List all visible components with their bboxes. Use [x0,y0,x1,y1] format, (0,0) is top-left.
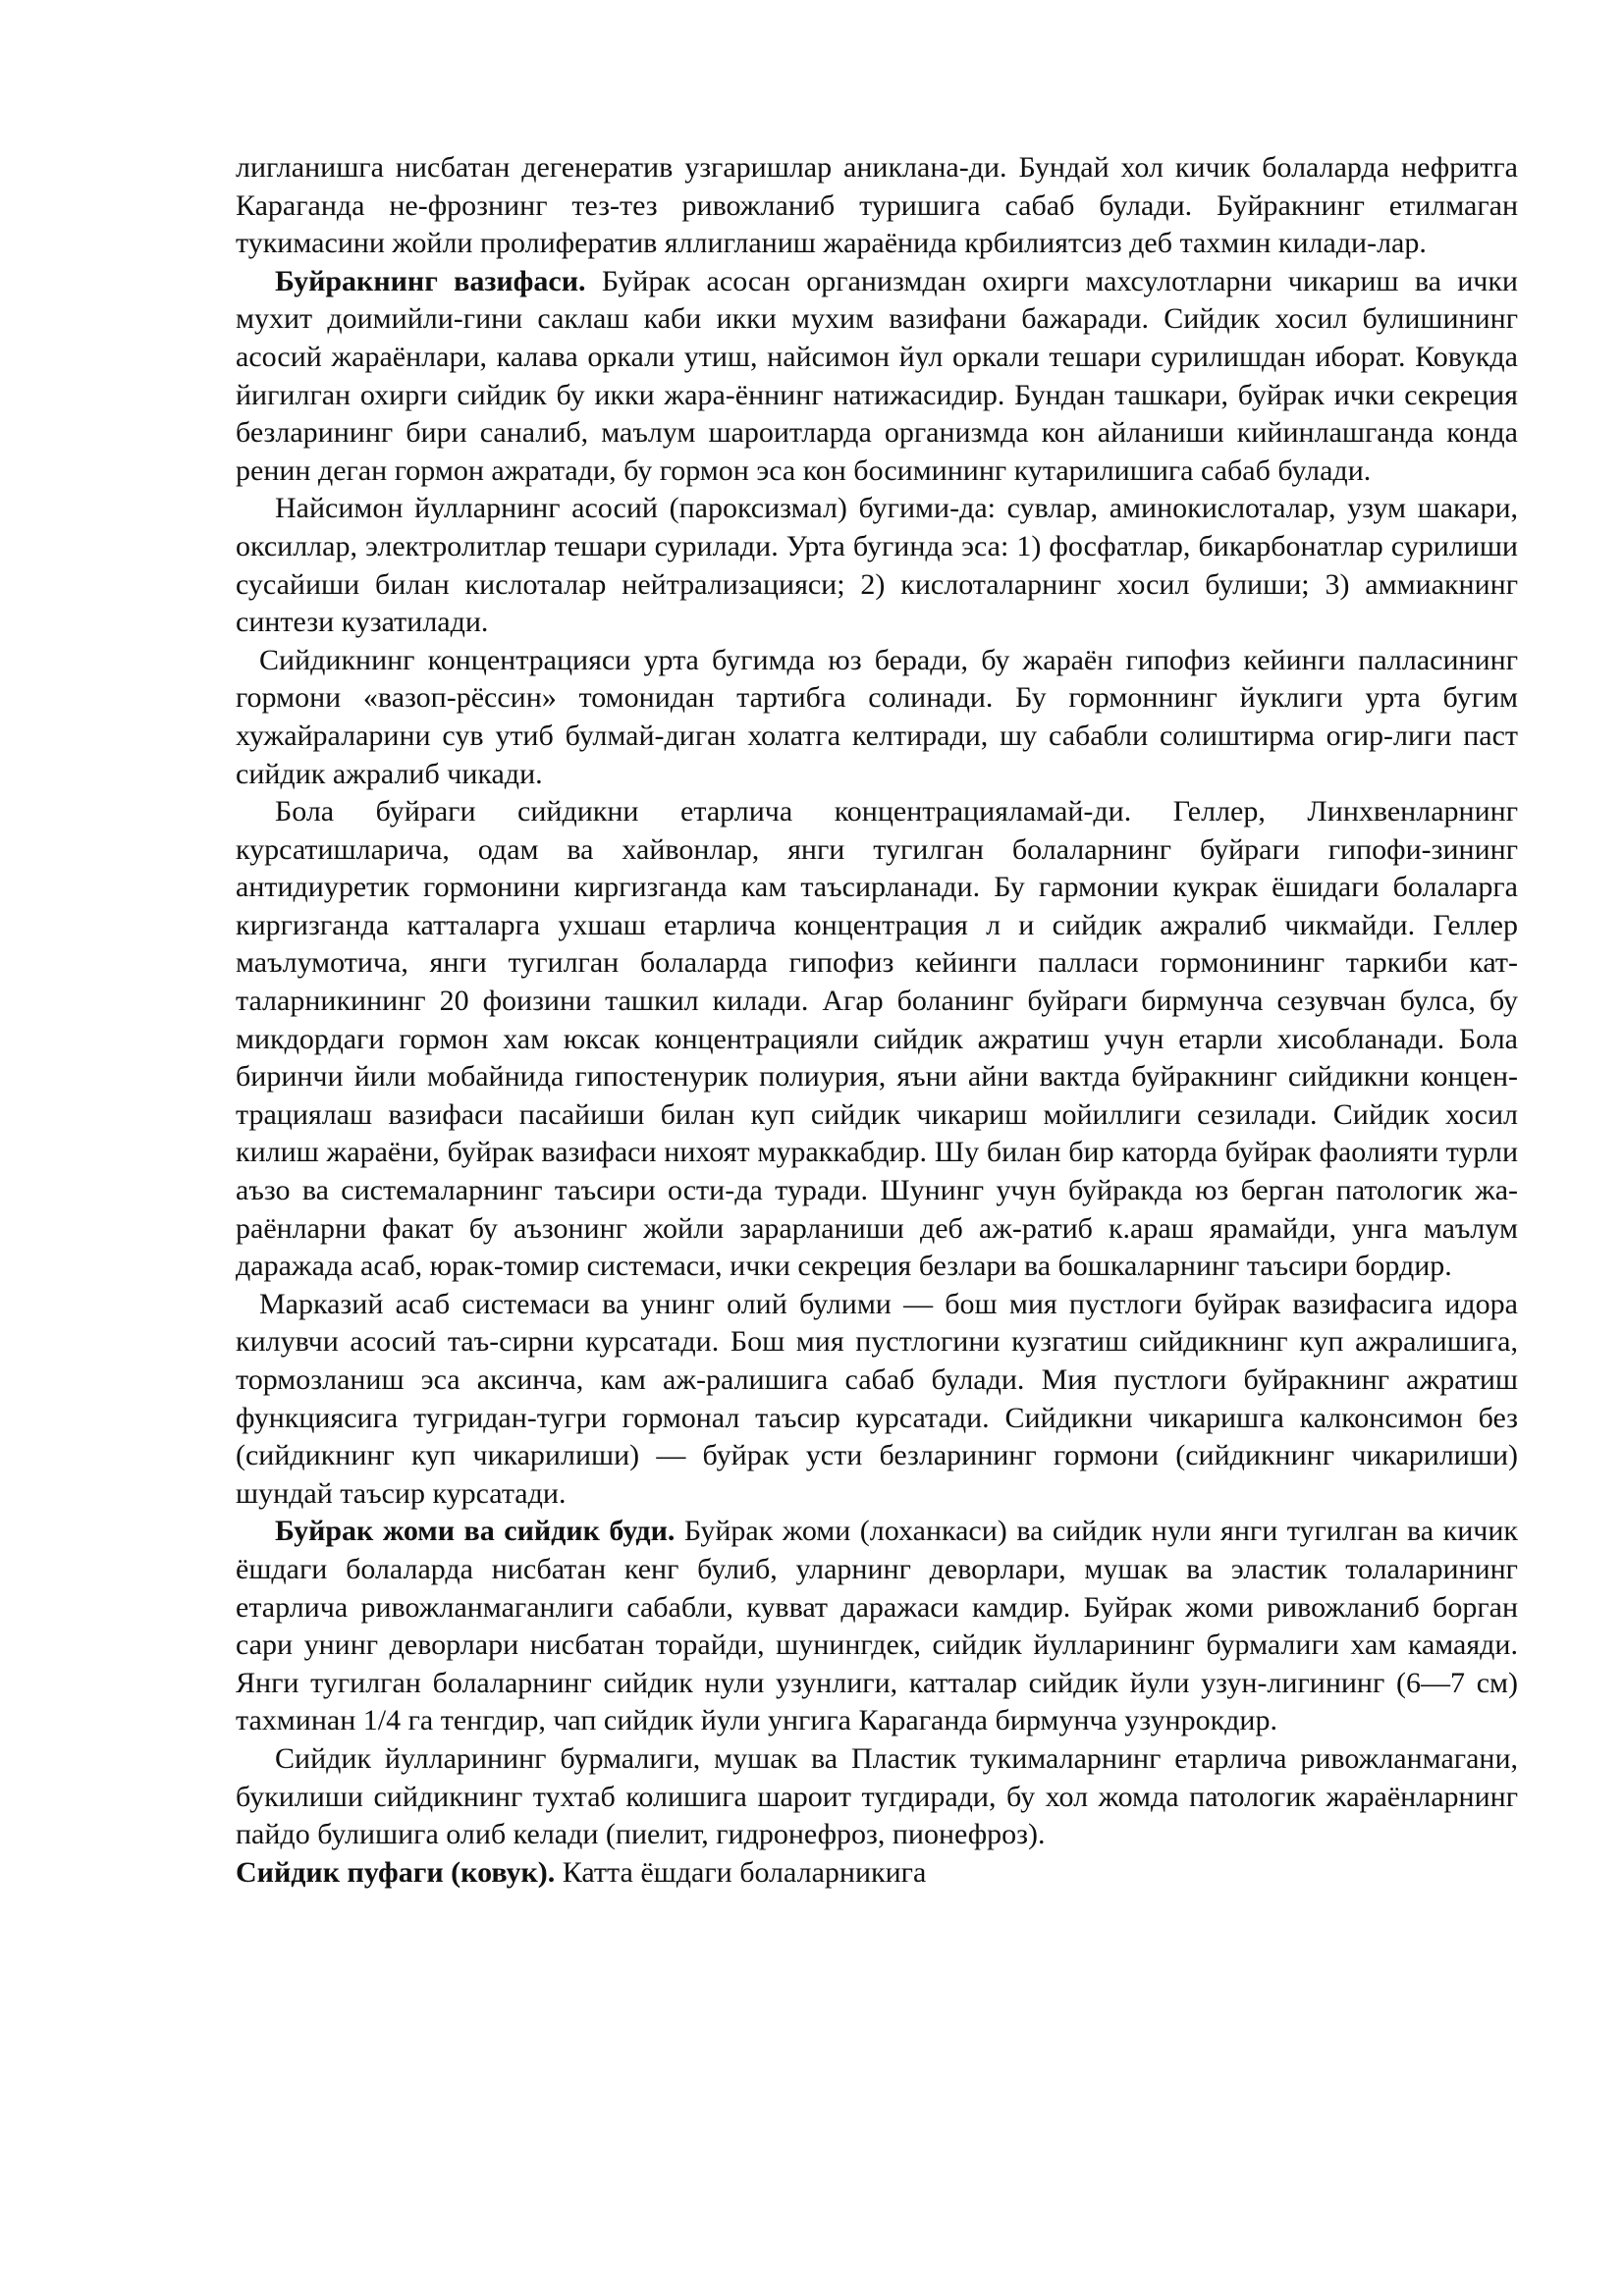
paragraph-nervous-system [236,1286,1518,1514]
paragraph-text: Найсимон йулларнинг асосий (пароксизмал) бугими-да: сувлар, аминокислоталар, узум шакари, оксиллар, электролитлар тешари сурилади. Урта бугинда эса: 1) фосфатлар, бикарбонатлар сурилиши сусайиши билан кислоталар нейтрализацияси; 2) кислоталарнинг хосил булиши; 3) аммиакнинг синтези кузатилади. [236,492,1518,639]
paragraph-bladder [236,1854,1518,1893]
paragraph-renal-pelvis [236,1513,1518,1740]
section-heading-renal-pelvis: Буйрак жоми ва сийдик буди. [275,1515,676,1548]
paragraph-text: Катта ёшдаги болаларникига [555,1855,927,1889]
paragraph-text: Сийдикнинг концентрацияси урта бугимда юз беради, бу жараён гипофиз кейинги палласининг гормони «вазоп-рёссин» томонидан тартибга солинади. Бу гормоннинг йуклиги урта бугим хужайраларини сув утиб булмай-диган холатга келтиради, шу сабабли солиштирма огир-лиги паст сийдик ажралиб чикади. [236,643,1518,790]
paragraph-continuation [236,149,1518,263]
section-heading-kidney-function: Буйракнинг вазифаси. [275,264,586,297]
paragraph-child-kidney [236,793,1518,1286]
paragraph-text: Буйрак асосан организмдан охирги махсулотларни чикариш ва ички мухит доимийли-гини саклаш каби икки мухим вазифани бажаради. Сийдик хосил булишининг асосий жараёнлари, калава оркали утиш, найсимон йул оркали тешари сурилишдан иборат. Ковукда йигилган охирги сийдик бу икки жара-ённинг натижасидир. Бундан ташкари, буйрак ички секреция безларининг бири саналиб, маълум шароитларда организмда кон айланиши кийинлашганда конда ренин деган гормон ажратади, бу гормон эса кон босимининг кутарилишига сабаб булади. [236,264,1518,487]
document-page [236,149,1518,1892]
section-heading-bladder: Сийдик пуфаги (ковук). [236,1855,556,1889]
paragraph-text: Буйрак жоми (лоханкаси) ва сийдик нули янги тугилган ва кичик ёшдаги болаларда нисбатан кенг булиб, уларнинг деворлари, мушак ва эластик толаларининг етарлича ривожланмаганлиги сабабли, кувват даражаси камдир. Буйрак жоми ривожланиб борган сари унинг деворлари нисбатан торайди, шунингдек, сийдик йулларининг бурмалиги хам камаяди. Янги тугилган болаларнинг сийдик нули узунлиги, катталар сийдик йули узун-лигининг (6—7 см) тахминан 1/4 га тенгдир, чап сийдик йули унгига Караганда бирмунча узунрокдир. [236,1515,1518,1737]
paragraph-text: Марказий асаб системаси ва унинг олий булими — бош мия пустлоги буйрак вазифасига идора килувчи асосий таъ-сирни курсатади. Бош мия пустлогини кузгатиш сийдикнинг куп ажралишига, тормозланиш эса аксинча, кам аж-ралишига сабаб булади. Мия пустлоги буйракнинг ажратиш функциясига тугридан-тугри гормонал таъсир курсатади. Сийдикни чикаришга калконсимон без (сийдикнинг куп чикарилиши) — буйрак усти безларининг гормони (сийдикнинг чикарилиши) шундай таъсир курсатади. [236,1287,1518,1510]
paragraph-ureter-tortuosity [236,1740,1518,1854]
paragraph-text: лигланишга нисбатан дегенератив узгаришлар аниклана-ди. Бундай хол кичик болаларда нефритга Караганда не-фрознинг тез-тез ривожланиб туришига сабаб булади. Буйракнинг етилмаган тукимасини жойли пролифератив яллигланиш жараёнида крбилиятсиз деб тахмин килади-лар. [236,151,1518,260]
paragraph-urine-concentration [236,642,1518,793]
paragraph-text: Сийдик йулларининг бурмалиги, мушак ва Пластик тукималарнинг етарлича ривожланмагани, букилиши сийдикнинг тухтаб колишига шароит тугдиради, бу хол жомда патологик жараёнларнинг пайдо булишига олиб келади (пиелит, гидронефроз, пионефроз). [236,1741,1518,1851]
paragraph-tubules [236,490,1518,641]
paragraph-text: Бола буйраги сийдикни етарлича концентрацияламай-ди. Геллер, Линхвенларнинг курсатишларича, одам ва хайвонлар, янги тугилган болаларнинг буйраги гипофи-зининг антидиуретик гормонини киргизганда кам таъсирланади. Бу гармонии кукрак ёшидаги болаларга киргизганда катталарга ухшаш етарлича концентрация л и сийдик ажралиб чикмайди. Геллер маълумотича, янги тугилган болаларда гипофиз кейинги палласи гормонининг таркиби кат-таларникининг 20 фоизини ташкил килади. Агар боланинг буйраги бирмунча сезувчан булса, бу микдордаги гормон хам юксак концентрацияли сийдик ажратиш учун етарли хисобланади. Бола биринчи йили мобайнида гипостенурик полиурия, яъни айни вактда буйракнинг сийдикни концен-трациялаш вазифаси пасайиши билан куп сийдик чикариш мойиллиги сезилади. Сийдик хосил килиш жараёни, буйрак вазифаси нихоят мураккабдир. Шу билан бир каторда буйрак фаолияти турли аъзо ва системаларнинг таъсири ости-да туради. Шунинг учун буйракда юз берган патологик жа-раёнларни факат бу аъзонинг жойли зарарланиши деб аж-ратиб к.араш ярамайди, унга маълум даражада асаб, юрак-томир системаси, ички секреция безлари ва бошкаларнинг таъсири бордир. [236,795,1518,1283]
paragraph-kidney-function [236,263,1518,491]
